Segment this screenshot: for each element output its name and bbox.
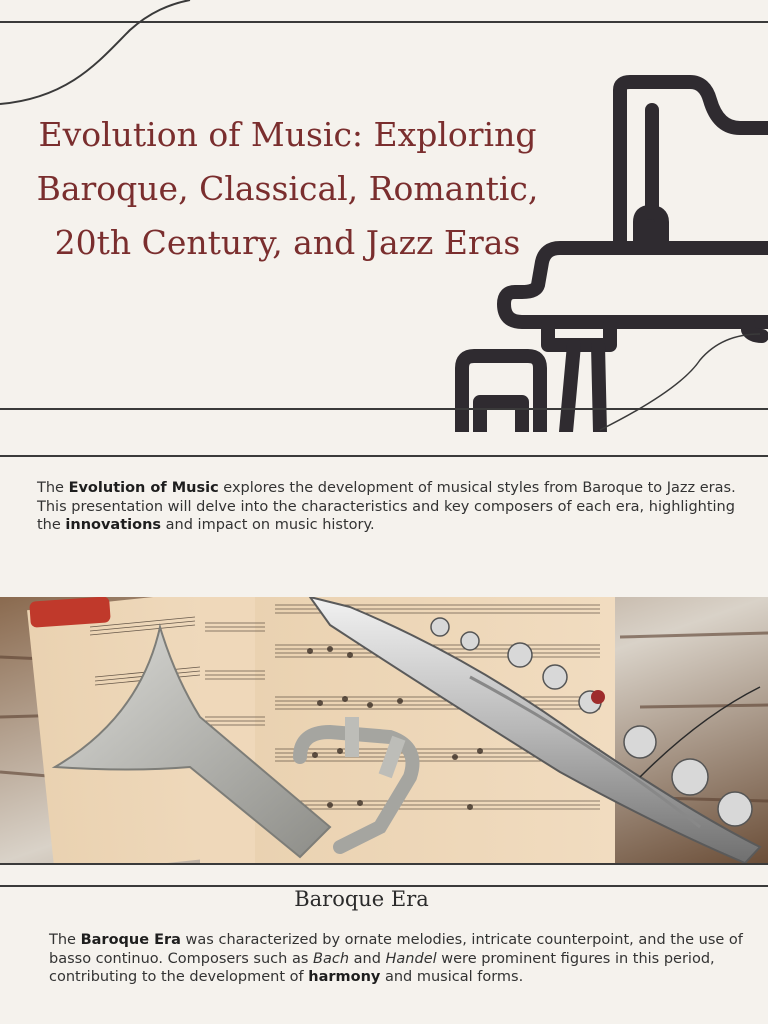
intro-highlight-innovations: innovations <box>65 517 162 533</box>
baroque-highlight-era: Baroque Era <box>80 932 181 948</box>
baroque-text: was characterized by ornate melodies, intricate counterpoint, and the use of basso continuo. Composers such as <box>49 932 743 967</box>
photo-bottom-rule <box>0 863 768 865</box>
baroque-text: The <box>49 932 81 948</box>
intro-text: The <box>37 480 69 496</box>
music-instruments-photo <box>0 597 768 863</box>
baroque-text: were prominent figures in this period, contributing to the development of <box>49 950 715 985</box>
baroque-text: and musical forms. <box>380 969 524 985</box>
intro-text: explores the development of musical styles from Baroque to Jazz eras. This presentation will delve into the characteristics and key composers of each era, highlighting the <box>37 480 736 533</box>
piano-icon <box>0 0 768 432</box>
header-rule <box>0 408 768 410</box>
baroque-text: and <box>349 950 386 967</box>
baroque-highlight-harmony: harmony <box>308 969 381 985</box>
intro-highlight-evolution: Evolution of Music <box>68 480 219 496</box>
baroque-paragraph <box>49 931 749 987</box>
composer-handel: Handel <box>385 950 437 967</box>
intro-paragraph <box>37 479 737 535</box>
intro-rule <box>0 455 768 457</box>
section-title-baroque: Baroque Era <box>294 887 429 911</box>
page-title: Evolution of Music: Exploring Baroque, Classical, Romantic, 20th Century, and Jazz Eras <box>36 115 539 262</box>
intro-text: and impact on music history. <box>161 517 375 533</box>
composer-bach: Bach <box>313 950 350 967</box>
